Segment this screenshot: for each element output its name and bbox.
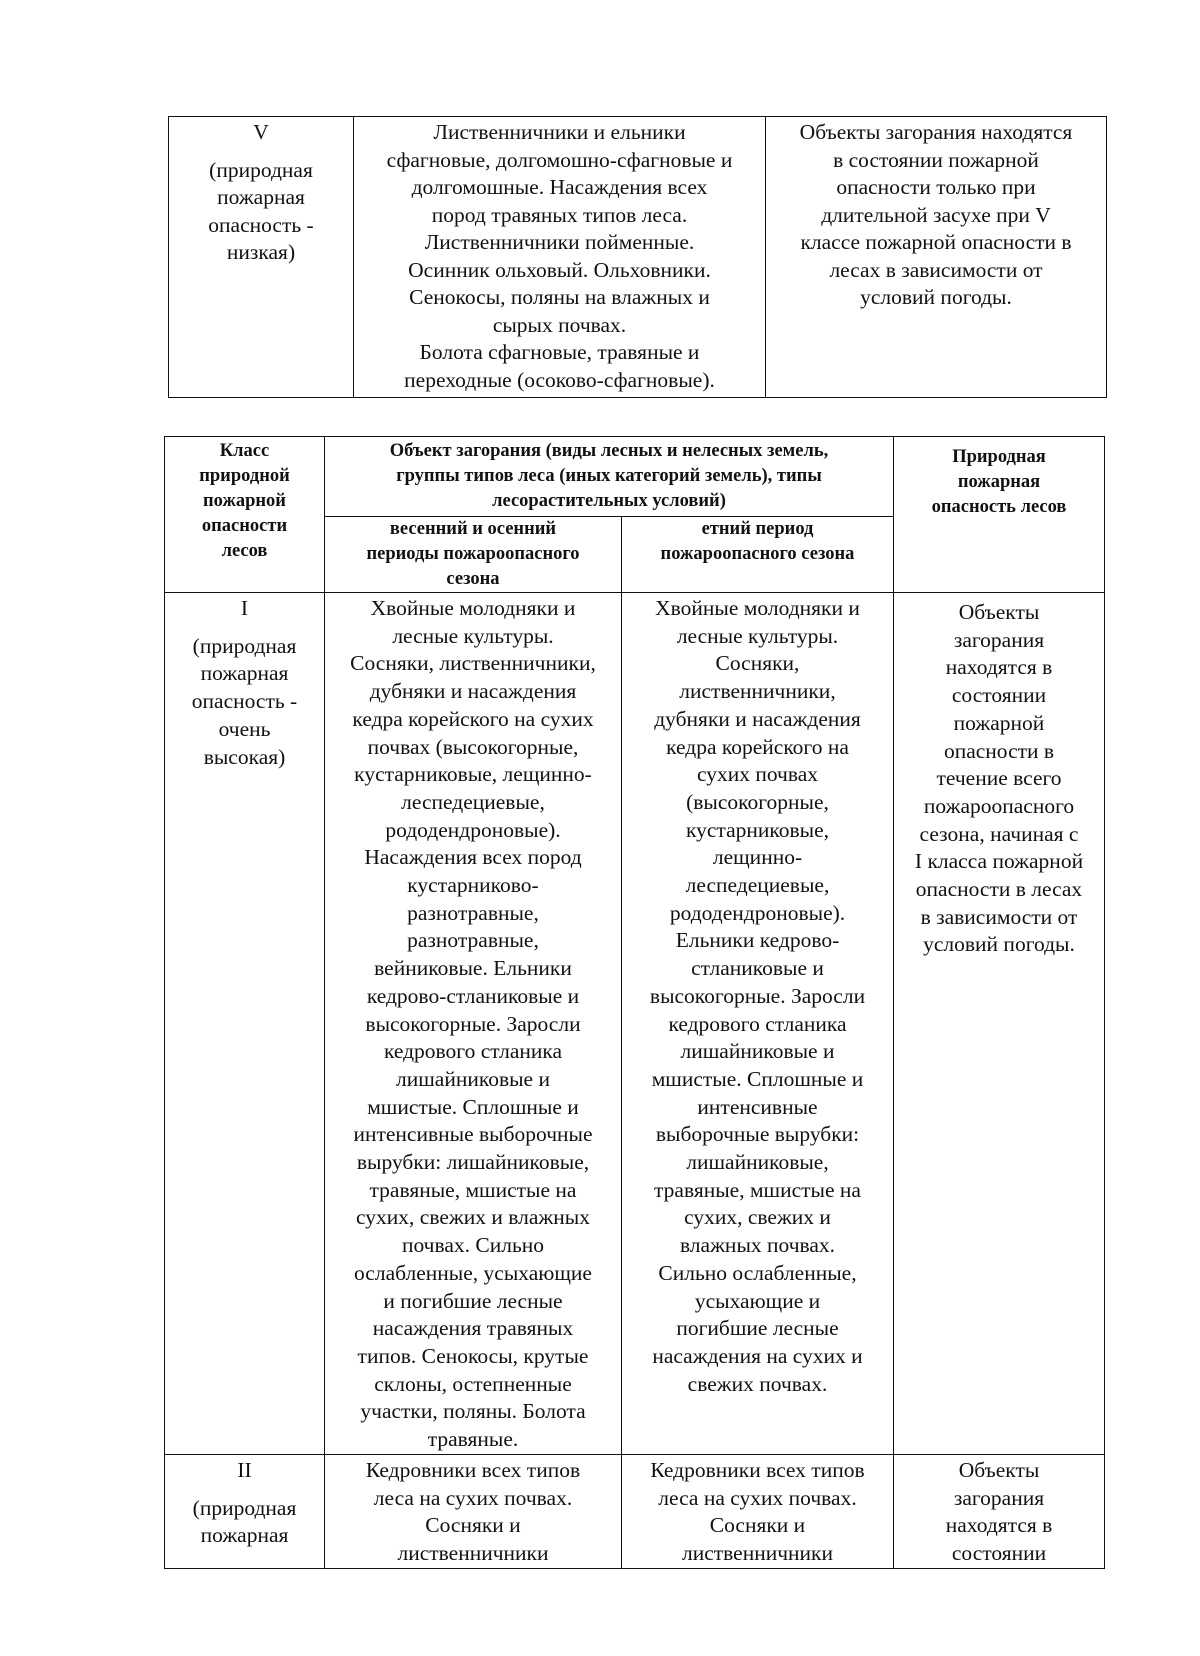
spring-autumn-cell: Кедровники всех типов леса на сухих почвах. Сосняки и лиственничники: [325, 1455, 622, 1569]
class-cell: [165, 1455, 325, 1569]
danger-cell: Объекты загорания находятся в состоянии пожарной опасности только при длительной засухе при V классе пожарной опасности в лесах в зависимости от условий погоды.: [766, 117, 1107, 398]
header-summer: етний период пожароопасного сезона: [622, 517, 894, 593]
danger-cell: Объекты загорания находятся в состоянии: [894, 1455, 1105, 1569]
header-object: Объект загорания (виды лесных и нелесных земель, группы типов леса (иных категорий земель), типы лесорастительных условий): [325, 437, 894, 517]
class-cell: [169, 117, 354, 398]
spring-autumn-cell: Хвойные молодняки и лесные культуры. Сосняки, лиственничники, дубняки и насаждения кедра корейского на сухих почвах (высокогорные, кустарниковые, лещинно- леспедециевые, рододендроновые). Насаждения всех пород кустарниково- разнотравные, разнотравные, вейниковые. Ельники кедрово-стланиковые и высокогорные. Заросли кедрового стланика лишайниковые и мшистые. Сплошные и интенсивные выборочные вырубки: лишайниковые, травяные, мшистые на сухих, свежих и влажных почвах. Сильно ослабленные, усыхающие и погибшие лесные насаждения травяных типов. Сенокосы, крутые склоны, остепненные участки, поляны. Болота травяные.: [325, 593, 622, 1455]
danger-cell: Объекты загорания находятся в состоянии пожарной опасности в течение всего пожароопасного сезона, начиная с I класса пожарной опасности в лесах в зависимости от условий погоды.: [894, 593, 1105, 1455]
table-row-class-ii: [165, 1455, 1105, 1569]
class-description: (природная пожарная: [192, 1495, 297, 1548]
header-danger: Природная пожарная опасность лесов: [894, 437, 1105, 593]
class-name: V: [253, 120, 269, 144]
summer-cell: Кедровники всех типов леса на сухих почвах. Сосняки и лиственничники: [622, 1455, 894, 1569]
class-description: (природная пожарная опасность - низкая): [208, 157, 314, 264]
class-cell: [165, 593, 325, 1455]
table-header-row: [165, 437, 1105, 517]
class-name: II: [237, 1458, 252, 1482]
objects-cell: Лиственничники и ельники сфагновые, долгомошно-сфагновые и долгомошные. Насаждения всех пород травяных типов леса. Лиственничники пойменные. Осинник ольховый. Ольховники. Сенокосы, поляны на влажных и сырых почвах. Болота сфагновые, травяные и переходные (осоково-сфагновые).: [354, 117, 766, 398]
fire-danger-table-continuation: [168, 116, 1107, 398]
table-row-class-i: [165, 593, 1105, 1455]
class-name: I: [240, 596, 249, 620]
table-row-class-v: [169, 117, 1107, 398]
fire-danger-table: [164, 436, 1105, 1569]
class-description: (природная пожарная опасность - очень высокая): [191, 633, 298, 769]
header-class: Класс природной пожарной опасности лесов: [165, 437, 325, 593]
summer-cell: Хвойные молодняки и лесные культуры. Сосняки, лиственничники, дубняки и насаждения кедра корейского на сухих почвах (высокогорные, кустарниковые, лещинно- леспедециевые, рододендроновые). Ельники кедрово- стланиковые и высокогорные. Заросли кедрового стланика лишайниковые и мшистые. Сплошные и интенсивные выборочные вырубки: лишайниковые, травяные, мшистые на сухих, свежих и влажных почвах. Сильно ослабленные, усыхающие и погибшие лесные насаждения на сухих и свежих почвах.: [622, 593, 894, 1455]
header-spring-autumn: весенний и осенний периоды пожароопасного сезона: [325, 517, 622, 593]
